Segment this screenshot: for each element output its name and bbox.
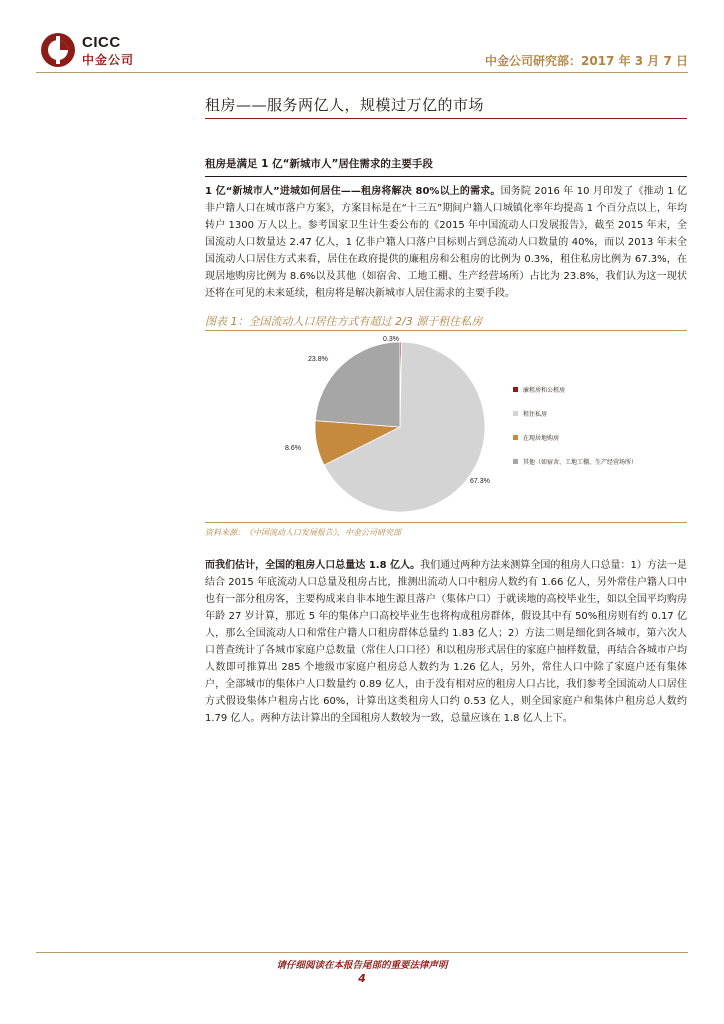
- title-rule: [205, 118, 687, 119]
- pie-slice-other: [315, 342, 400, 427]
- logo-text-en: CICC: [82, 34, 121, 51]
- pie-label-purchased: 8.6%: [285, 445, 301, 452]
- legend-swatch: [513, 387, 518, 392]
- pie-label-public-housing: 0.3%: [383, 336, 399, 343]
- legend-swatch: [513, 411, 518, 416]
- logo-text-cn: 中金公司: [82, 53, 135, 67]
- pie-label-other: 23.8%: [308, 356, 328, 363]
- chart-legend: [513, 386, 688, 488]
- legend-item-private-rental: [513, 410, 688, 424]
- legend-label: 其他（如宿舍、工地工棚、生产经营场所）: [523, 459, 638, 466]
- legend-item-other: [513, 458, 688, 478]
- legend-label: 租住私房: [523, 411, 548, 418]
- header-rule: [36, 72, 688, 73]
- page-number: 4: [358, 972, 366, 985]
- pie-chart-svg: [300, 335, 500, 525]
- cicc-logo-icon: [40, 32, 76, 68]
- legend-swatch: [513, 459, 518, 464]
- pie-chart: [205, 330, 687, 520]
- paragraph-1: [205, 183, 687, 302]
- paragraph-2: [205, 557, 687, 727]
- paragraph-2-body: 我们通过两种方法来测算全国的租房人口总量：1）方法一是结合 2015 年底流动人口总量及租房占比，推测出流动人口中租房人数约有 1.66 亿人，另外常住户籍人口中也有一部分租房客，主要构成来自非本地生源且落户（集体户口）于就读地的高校毕业生，如以全国平均购房年龄 27 岁计算，那近 5 年的集体户口高校毕业生也将构成租房群体，假设其中有 50%租房则有约 0.17 亿人，那么全国流动人口和常住户籍人口租房群体总量约 1.83 亿人；2）方法二则是细化到各城市，第六次人口普查统计了各城市家庭户总数量（常住人口口径）和以租房形式居住的家庭户抽样数量，再结合各城市户均人数即可推算出 285 个地级市家庭户租房总人数约为 1.26 亿人，另外，常住人口中除了家庭户还有集体户，全部城市的集体户人口数量约 0.89 亿人，由于没有相对应的租房人口占比，我们参考全国流动人口居住方式假设集体户租房占比 60%，计算出这类租房人口约 0.53 亿人，则全国家庭户和集体户租房总人数约 1.79 亿人。两种方法计算出的全国租房人数较为一致，总量应该在 1.8 亿人上下。: [205, 560, 687, 724]
- figure-source: 资料来源：《中国流动人口发展报告》，中金公司研究部: [205, 528, 401, 537]
- legend-item-public-housing: [513, 386, 688, 400]
- legend-item-purchased: [513, 434, 688, 448]
- legend-label: 廉租房和公租房: [523, 387, 566, 394]
- footer-rule-top: [36, 952, 688, 953]
- pie-label-private-rental: 67.3%: [470, 478, 490, 485]
- paragraph-2-lead: 而我们估计，全国的租房人口总量达 1.8 亿人。: [205, 560, 421, 571]
- header-date: 中金公司研究部：2017 年 3 月 7 日: [485, 54, 688, 68]
- page-title: 租房——服务两亿人，规模过万亿的市场: [205, 96, 485, 114]
- legend-swatch: [513, 435, 518, 440]
- section-rule: [205, 176, 687, 177]
- legend-label: 在现居地购房: [523, 435, 560, 442]
- paragraph-1-body: 国务院 2016 年 10 月印发了《推动 1 亿非户籍人口在城市落户方案》，方案目标是在“十三五”期间户籍人口城镇化率年均提高 1 个百分点以上，年均转户 1300 万人以上。参考国家卫生计生委公布的《2015 年中国流动人口发展报告》，截至 2015 年末，全国流动人口数量达 2.47 亿人，1 亿非户籍人口落户目标则占到总流动人口数量的 40%，而以 2013 年末全国流动人口居住方式来看，居住在政府提供的廉租房和公租房的比例为 0.3%，租住私房比例为 67.3%，在现居地购房比例为 8.6%以及其他（如宿舍、工地工棚、生产经营场所）占比为 23.8%，我们认为这一现状还将在可见的未来延续，租房将是解决新城市人居住需求的主要手段。: [205, 186, 687, 299]
- paragraph-1-lead: 1 亿“新城市人”进城如何居住——租房将解决 80%以上的需求。: [205, 186, 501, 197]
- figure-bottom-rule: [205, 522, 687, 523]
- section-heading: 租房是满足 1 亿“新城市人”居住需求的主要手段: [205, 158, 433, 170]
- figure-title: 图表 1：全国流动人口居住方式有超过 2/3 源于租住私房: [205, 315, 483, 328]
- cicc-logo: [40, 30, 140, 70]
- legal-notice: 请仔细阅读在本报告尾部的重要法律声明: [276, 960, 448, 971]
